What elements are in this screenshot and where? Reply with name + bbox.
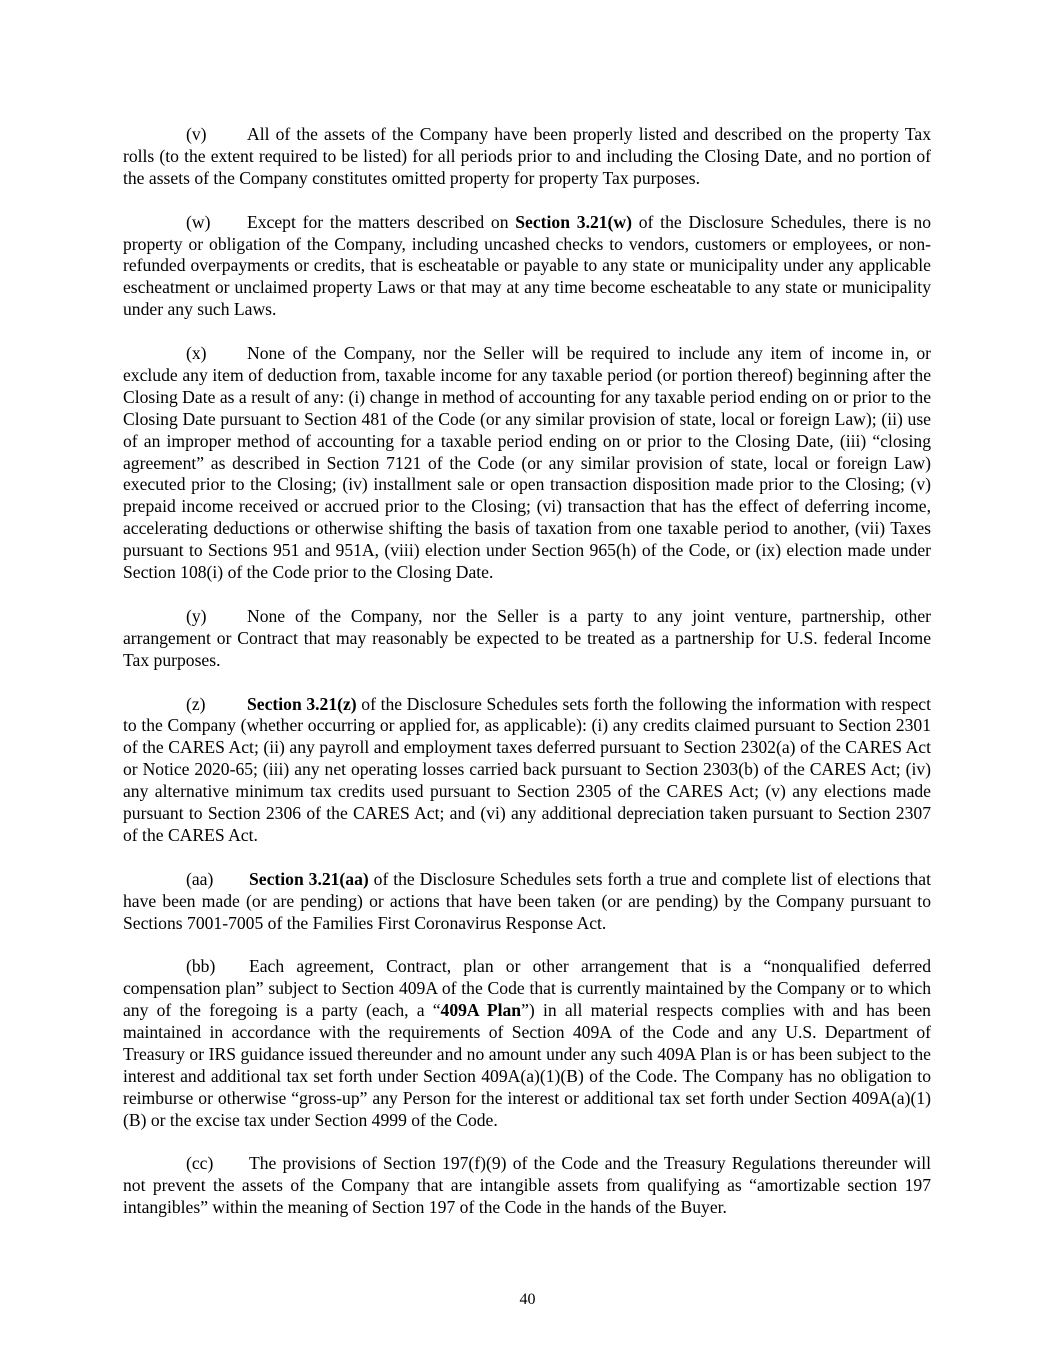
paragraph-x: [123, 343, 931, 584]
section-reference: Section 3.21(aa): [249, 868, 369, 889]
paragraph-text-post: of the Disclosure Schedules, there is no property or obligation of the Company, including uncashed checks to vendors, customers or employees, or non-refunded overpayments or credits, that is escheatable or payable to any state or municipality under any applicable escheatment or unclaimed property Laws or that may at any time become escheatable to any state or municipality under any such Laws.: [123, 211, 931, 320]
paragraph-label: (y): [186, 605, 207, 626]
paragraph-label: (bb): [186, 956, 216, 977]
paragraph-v: [123, 124, 931, 190]
section-reference: Section 3.21(z): [247, 693, 357, 714]
paragraph-text: None of the Company, nor the Seller will be required to include any item of income in, or exclude any item of deduction from, taxable income for any taxable period (or portion thereof) beginning after the Closing Date as a result of any: (i) change in method of accounting for any taxable period ending on or prior to the Closing Date pursuant to Section 481 of the Code (or any similar provision of state, local or foreign Law); (ii) use of an improper method of accounting for a taxable period ending on or prior to the Closing Date, (iii) “closing agreement” as described in Section 7121 of the Code (or any similar provision of state, local or foreign Law) executed prior to the Closing; (iv) installment sale or open transaction disposition made prior to the Closing; (v) prepaid income received or accrued prior to the Closing; (vi) transaction that has the effect of deferring income, accelerating deductions or otherwise shifting the basis of taxation from one taxable period to another, (vii) Taxes pursuant to Sections 951 and 951A, (viii) election under Section 965(h) of the Code, or (ix) election made under Section 108(i) of the Code prior to the Closing Date.: [123, 343, 931, 583]
paragraph-text-pre: Each agreement, Contract, plan or other arrangement that is a “nonqualified deferred compensation plan” subject to Section 409A of the Code that is currently maintained by the Company or to which any of the foregoing is a party (each, a “: [123, 956, 931, 1021]
paragraph-cc: [123, 1153, 931, 1219]
paragraph-label: (aa): [186, 868, 214, 889]
paragraph-z: [123, 694, 931, 847]
paragraph-text-post: ”) in all material respects complies with and has been maintained in accordance with the requirements of Section 409A of the Code and any U.S. Department of Treasury or IRS guidance issued thereunder and no amount under any such 409A Plan is or has been subject to the interest and additional tax set forth under Section 409A(a)(1)(B) of the Code. The Company has no obligation to reimburse or otherwise “gross-up” any Person for the interest or additional tax set forth under Section 409A(a)(1)(B) or the excise tax under Section 4999 of the Code.: [123, 1000, 931, 1130]
section-reference: Section 3.21(w): [515, 211, 632, 232]
paragraph-text-post: of the Disclosure Schedules sets forth the following the information with respect to the Company (whether occurring or applied for, as applicable): (i) any credits claimed pursuant to Section 2301 of the CARES Act; (ii) any payroll and employment taxes deferred pursuant to Section 2302(a) of the CARES Act or Notice 2020-65; (iii) any net operating losses carried back pursuant to Section 2303(b) of the CARES Act; (iv) any alternative minimum tax credits used pursuant to Section 2305 of the CARES Act; (v) any elections made pursuant to Section 2306 of the CARES Act; and (vi) any additional depreciation taken pursuant to Section 2307 of the CARES Act.: [123, 693, 931, 845]
paragraph-label: (x): [186, 343, 207, 364]
document-page: [123, 124, 931, 1241]
paragraph-y: [123, 606, 931, 672]
paragraph-label: (w): [186, 211, 211, 232]
paragraph-label: (v): [186, 124, 207, 144]
page-number: 40: [519, 1291, 536, 1308]
paragraph-text-post: of the Disclosure Schedules sets forth a true and complete list of elections that have been made (or are pending) or actions that have been taken (or are pending) by the Company pursuant to Sections 7001-7005 of the Families First Coronavirus Response Act.: [123, 868, 931, 933]
paragraph-label: (z): [186, 693, 206, 714]
defined-term: 409A Plan: [440, 1000, 522, 1021]
paragraph-bb: [123, 956, 931, 1131]
paragraph-text-pre: Except for the matters described on: [247, 211, 516, 232]
paragraph-label: (cc): [186, 1153, 214, 1174]
paragraph-text: The provisions of Section 197(f)(9) of the Code and the Treasury Regulations thereunder will not prevent the assets of the Company that are intangible assets from qualifying as “amortizable section 197 intangibles” within the meaning of Section 197 of the Code in the hands of the Buyer.: [123, 1153, 931, 1218]
paragraph-aa: [123, 869, 931, 935]
paragraph-w: [123, 212, 931, 322]
paragraph-text: None of the Company, nor the Seller is a party to any joint venture, partnership, other arrangement or Contract that may reasonably be expected to be treated as a partnership for U.S. federal Income Tax purposes.: [123, 605, 931, 670]
paragraph-text: All of the assets of the Company have been properly listed and described on the property Tax rolls (to the extent required to be listed) for all periods prior to and including the Closing Date, and no portion of the assets of the Company constitutes omitted property for property Tax purposes.: [123, 124, 931, 188]
